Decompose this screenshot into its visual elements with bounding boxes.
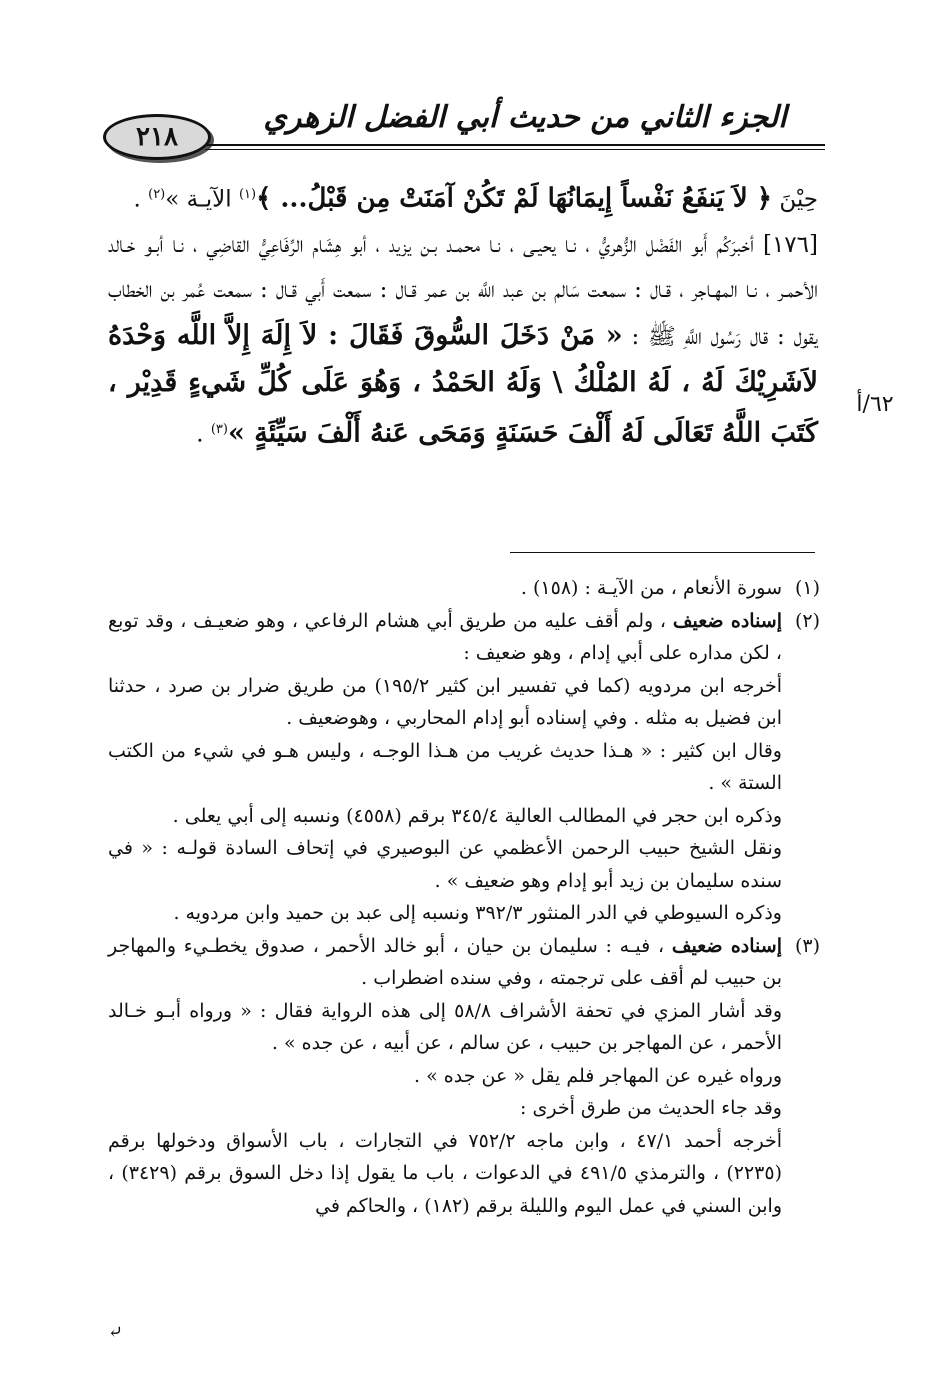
page-header [95, 92, 825, 162]
footnote-number: (١) [794, 577, 820, 599]
footnote-line: أخرجه ابن مردويه (كما في تفسير ابن كثير ١٩٥/٢) من طريق ضرار بن صرد ، حدثنا ابن فضيل به مثله . وفي إسناده أبو إدام المحاربي ، وهوضعيف . [108, 674, 782, 729]
quran-verse: ﴿ لاَ يَنفَعُ نَفْساً إِيمَانُهَا لَمْ تَكُنْ آمَنَتْ مِن قَبْلُ... ﴾ [256, 183, 773, 214]
footnote-line: وقال ابن كثير : « هـذا حديث غريب من هـذا الوجـه ، وليس هـو في شيء من الكتب الستة » . [108, 739, 782, 794]
hadith-end: . [196, 421, 204, 448]
footnote-separator [510, 552, 815, 553]
grading-label: إسناده ضعيف [671, 934, 782, 957]
footnote-ref-2: (٢) [148, 187, 166, 202]
footnote-line: ، فيـه : سليمان بن حيان ، أبو خالد الأحمر ، صدوق يخطـيء والمهاجر بن حبيب لم أقف على ترجمته ، وفي سنده اضطراب . [108, 934, 782, 989]
footnote-line: ونقل الشيخ حبيب الرحمن الأعظمي عن البوصيري في إتحاف السادة قولـه : « في سنده سليمان بن زيد أبو إدام وهو ضعيف » . [108, 837, 782, 892]
page-number: ٢١٨ [136, 122, 178, 152]
header-rule [205, 144, 825, 146]
grading-label: إسناده ضعيف [672, 609, 782, 632]
line-end: . [133, 186, 141, 213]
quran-line [108, 172, 818, 223]
footnote-1 [108, 572, 820, 605]
footnote-line: وذكره ابن حجر في المطالب العالية ٣٤٥/٤ برقم (٤٥٥٨) ونسبه إلى أبي يعلى . [172, 804, 782, 827]
line-prefix: حِيْنَ [779, 186, 818, 213]
footnote-line: وقد أشار المزي في تحفة الأشراف ٥٨/٨ إلى هذه الرواية فقال : « ورواه أبـو خـالد الأحمر ، عن المهاجر بن حبيب ، عن سالم ، عن أبيه ، عن جده » . [108, 999, 782, 1054]
footnote-line: وذكره السيوطي في الدر المنثور ٣٩٢/٣ ونسبه إلى عبد بن حميد وابن مردويه . [173, 902, 782, 924]
header-rule-thin [205, 149, 825, 150]
footnote-line: ، ولم أقف عليه من طريق أبي هشام الرفاعي ، وهو ضعيـف ، وقد توبع ، لكن مداره على أبي إدام ، وهو ضعيف : [108, 609, 782, 664]
footnote-line: سورة الأنعام ، من الآيـة : (١٥٨) . [520, 577, 782, 599]
isnad-paragraph [108, 223, 818, 458]
footnote-number: (٣) [794, 934, 820, 957]
footnote-ref-3: (٣) [210, 421, 228, 437]
footnote-2 [108, 605, 820, 930]
main-text [108, 172, 818, 457]
footnote-ref-1: (١) [238, 187, 257, 202]
footnote-line: ورواه غيره عن المهاجر فلم يقل « عن جده » . [414, 1064, 782, 1087]
footnote-lead [108, 605, 782, 670]
hadith-number: [١٧٦] [762, 231, 818, 258]
footnote-line: وقد جاء الحديث من طرق أخرى : [520, 1097, 782, 1119]
manuscript-folio-note: ٦٢/أ [856, 392, 894, 417]
footnote-3 [108, 930, 820, 1223]
footnote-line: أخرجه أحمد ٤٧/١ ، وابن ماجه ٧٥٢/٢ في التجارات ، باب الأسواق ودخولها برقم (٢٢٣٥) ، والترمذي ٤٩١/٥ في الدعوات ، باب ما يقول إذا دخل السوق برقم (٣٤٢٩) ، وابن السني في عمل اليوم والليلة برقم (١٨٢) ، والحاكم في [108, 1129, 783, 1217]
footnote-lead [108, 930, 782, 995]
isnad-text: أخبرَكُم أَبو الفَضْل الزُّهريُّ ، نـا يحيـى ، نـا محمـد بـن يزيد ، أبو هِشَام الرِّفَاعِيُّ القاضِي ، نـا أبـو خـالد الأحمـر ، نـا المهـاجر ، قـال : سمعت سَالم بن عبد اللَّه بن عمر قـال : سمعت أَبي قـال : سمعت عُمر بن الخطاب يقول : قال رَسُول اللَّهِ ﷺ : [108, 231, 818, 350]
page-number-badge [103, 114, 211, 160]
verse-suffix: الآيـة » [165, 186, 232, 213]
running-title: الجزء الثاني من حديث أبي الفضل الزهري [263, 100, 787, 135]
continuation-mark-icon: ⤶ [108, 1322, 124, 1343]
footnotes [108, 572, 820, 1222]
footnote-number: (٢) [794, 609, 820, 632]
hadith-text: « مَنْ دَخَلَ السُّوقَ فَقَالَ : لاَ إِلَهَ إِلاَّ اللَّه وَحْدَهُ لاَشَرِيْكَ لَهُ ، لَهُ المُلْكُ \ وَلَهُ الحَمْدُ ، وَهُوَ عَلَى كُلِّ شَيءٍ قَدِيْر ، كَتَبَ اللَّهُ تَعَالَى لَهُ أَلْفَ حَسَنَةٍ وَمَحَى عَنهُ أَلْفَ سَيِّئَةٍ » [108, 319, 818, 449]
